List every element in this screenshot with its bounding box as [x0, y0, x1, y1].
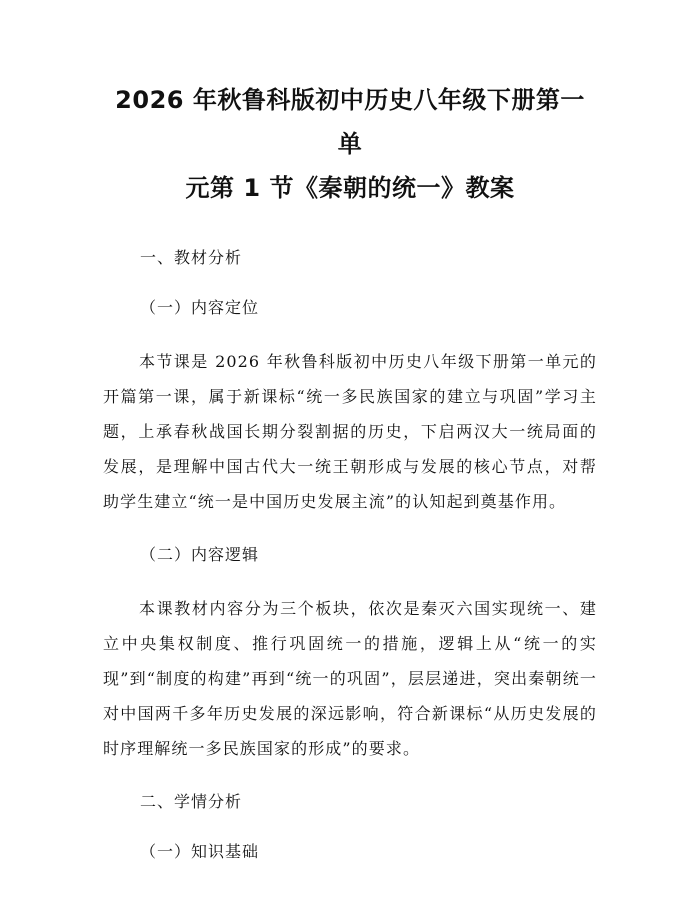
subsection-heading-knowledge-base: （一）知识基础	[140, 842, 260, 861]
subsection-heading-content-positioning: （一）内容定位	[140, 298, 260, 317]
paragraph-content-positioning: 本节课是 2026 年秋鲁科版初中历史八年级下册第一单元的开篇第一课，属于新课标“统一多民族国家的建立与巩固”学习主题，上承春秋战国长期分裂割据的历史，下启两汉大一统局面的发展，是理解中国古代大一统王朝形成与发展的核心节点，对帮助学生建立“统一是中国历史发展主流”的认知起到奠基作用。	[103, 352, 597, 511]
document-title	[103, 0, 597, 210]
document-title-line-1: 2026 年秋鲁科版初中历史八年级下册第一单	[115, 86, 585, 158]
section-heading-textbook-analysis: 一、教材分析	[140, 248, 243, 267]
section-heading-student-analysis: 二、学情分析	[140, 792, 243, 811]
paragraph-content-logic: 本课教材内容分为三个板块，依次是秦灭六国实现统一、建立中央集权制度、推行巩固统一的措施，逻辑上从“统一的实现”到“制度的构建”再到“统一的巩固”，层层递进，突出秦朝统一对中国两千多年历史发展的深远影响，符合新课标“从历史发展的时序理解统一多民族国家的形成”的要求。	[103, 599, 597, 758]
subsection-heading-content-logic: （二）内容逻辑	[140, 545, 260, 564]
document-title-line-2: 元第 1 节《秦朝的统一》教案	[185, 174, 515, 202]
